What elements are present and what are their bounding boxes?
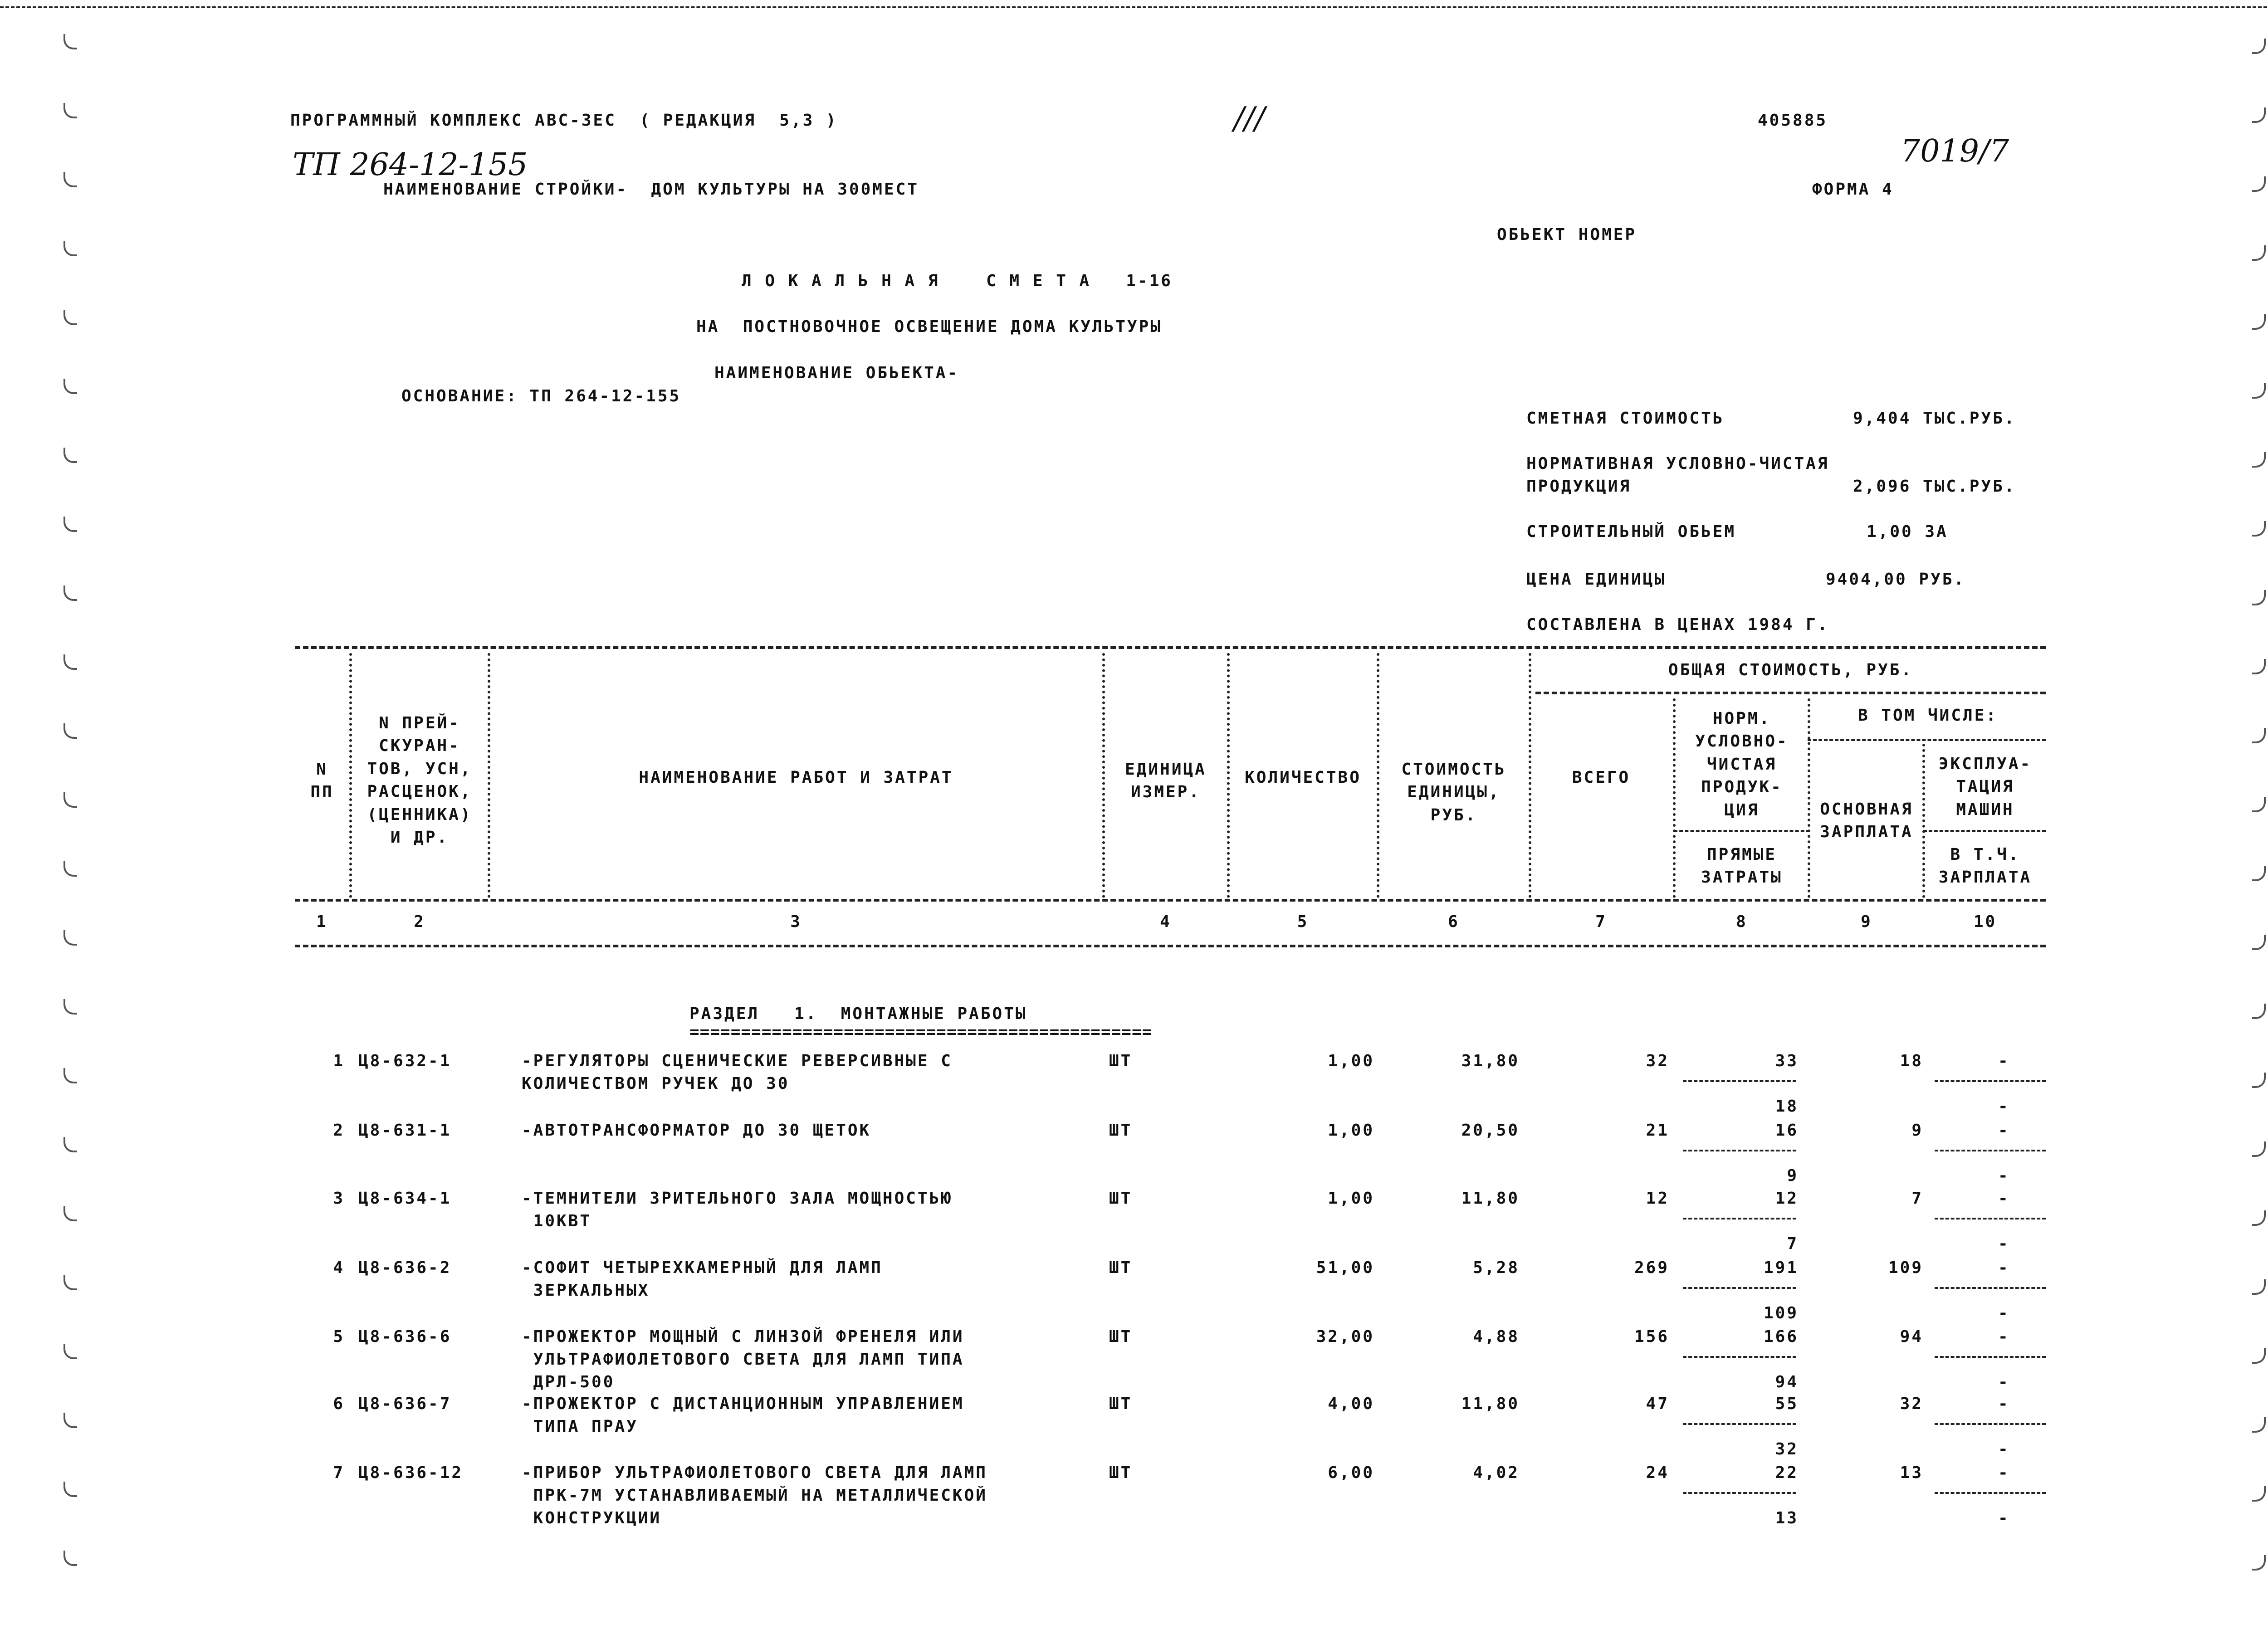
feed-hole — [64, 723, 77, 739]
row-unit: ШТ — [1109, 1258, 1133, 1277]
row-machines-line — [1935, 1356, 2046, 1358]
row-unit-price: 4,02 — [1473, 1463, 1520, 1482]
col10b-header: В Т.Ч. ЗАРПЛАТА — [1938, 845, 2032, 887]
row-number: 2 — [333, 1121, 345, 1140]
row-direct-costs: 109 — [1763, 1304, 1799, 1322]
row-norm-product: 33 — [1775, 1052, 1799, 1070]
feed-hole — [2252, 176, 2266, 192]
feed-hole — [64, 172, 77, 187]
row-norm-product: 12 — [1775, 1189, 1799, 1208]
row-machines-salary: - — [1998, 1509, 2010, 1527]
row-code: Ц8-636-6 — [358, 1327, 452, 1346]
row-number: 7 — [333, 1463, 345, 1482]
row-quantity: 1,00 — [1328, 1052, 1374, 1070]
row-machines: - — [1998, 1121, 2010, 1140]
row-base-salary: 13 — [1900, 1463, 1923, 1482]
row-direct-costs: 7 — [1787, 1234, 1799, 1253]
row-subtotal-line — [1683, 1423, 1796, 1425]
row-subtotal-line — [1683, 1492, 1796, 1494]
feed-hole — [64, 517, 77, 532]
feed-hole — [64, 1068, 77, 1083]
row-unit-price: 11,80 — [1461, 1395, 1520, 1413]
row-name-line: ТИПА ПРАУ — [522, 1417, 638, 1436]
feed-hole — [2252, 935, 2266, 950]
col8-divider — [1674, 830, 1810, 832]
row-number: 3 — [333, 1189, 345, 1208]
feed-hole — [64, 34, 77, 49]
row-machines-salary: - — [1998, 1373, 2010, 1391]
row-unit-price: 11,80 — [1461, 1189, 1520, 1208]
row-name-line: -ТЕМНИТЕЛИ ЗРИТЕЛЬНОГО ЗАЛА МОЩНОСТЬЮ — [522, 1189, 953, 1208]
basis: ОСНОВАНИЕ: ТП 264-12-155 — [401, 387, 681, 405]
feed-hole — [2252, 452, 2266, 468]
row-name-line: 10КВТ — [522, 1212, 592, 1230]
norm-label-1: НОРМАТИВНАЯ УСЛОВНО-ЧИСТАЯ — [1526, 454, 1829, 473]
feed-hole — [2252, 1279, 2266, 1295]
col4-header: ЕДИНИЦА ИЗМЕР. — [1125, 760, 1207, 802]
row-machines: - — [1998, 1189, 2010, 1208]
feed-hole — [64, 1206, 77, 1221]
feed-hole — [2252, 1210, 2266, 1226]
row-machines: - — [1998, 1258, 2010, 1277]
row-number: 6 — [333, 1395, 345, 1413]
row-machines: - — [1998, 1395, 2010, 1413]
row-base-salary: 94 — [1900, 1327, 1923, 1346]
row-subtotal-line — [1683, 1356, 1796, 1358]
colnum: 7 — [1595, 912, 1607, 931]
colnum: 6 — [1448, 912, 1460, 931]
unit-price-value: 9404,00 РУБ. — [1826, 570, 1966, 589]
header-bottom-border — [295, 899, 2046, 902]
row-unit-price: 4,88 — [1473, 1327, 1520, 1346]
feed-hole — [64, 241, 77, 256]
row-subtotal-line — [1683, 1218, 1796, 1219]
row-machines-salary: - — [1998, 1440, 2010, 1458]
row-total: 269 — [1634, 1258, 1669, 1277]
row-machines-salary: - — [1998, 1304, 2010, 1322]
feed-hole — [64, 1137, 77, 1152]
colnum: 9 — [1861, 912, 1872, 931]
row-base-salary: 32 — [1900, 1395, 1923, 1413]
section-underline: ============================================= — [689, 1023, 1153, 1041]
including-divider — [1808, 739, 2046, 741]
feed-hole — [64, 1275, 77, 1290]
row-unit: ШТ — [1109, 1052, 1133, 1070]
col10-divider — [1923, 830, 2046, 832]
row-subtotal-line — [1683, 1287, 1796, 1289]
row-norm-product: 22 — [1775, 1463, 1799, 1482]
row-name-line: -РЕГУЛЯТОРЫ СЦЕНИЧЕСКИЕ РЕВЕРСИВНЫЕ С — [522, 1052, 953, 1070]
feed-hole — [2252, 866, 2266, 881]
row-norm-product: 166 — [1763, 1327, 1799, 1346]
row-machines-salary: - — [1998, 1097, 2010, 1116]
total-cost-header: ОБЩАЯ СТОИМОСТЬ, РУБ. — [1668, 661, 1913, 679]
col10-header: ЭКСПЛУА- ТАЦИЯ МАШИН — [1938, 755, 2032, 819]
row-machines-line — [1935, 1150, 2046, 1151]
row-total: 12 — [1646, 1189, 1669, 1208]
row-quantity: 1,00 — [1328, 1189, 1374, 1208]
feed-hole — [2252, 590, 2266, 605]
row-machines-line — [1935, 1492, 2046, 1494]
row-total: 47 — [1646, 1395, 1669, 1413]
row-machines-line — [1935, 1287, 2046, 1289]
page-subtitle: НА ПОСТНОВОЧНОЕ ОСВЕЩЕНИЕ ДОМА КУЛЬТУРЫ — [696, 317, 1162, 336]
feed-hole — [2252, 314, 2266, 330]
row-direct-costs: 32 — [1775, 1440, 1799, 1458]
feed-hole — [2252, 659, 2266, 674]
row-direct-costs: 18 — [1775, 1097, 1799, 1116]
col3-header: НАИМЕНОВАНИЕ РАБОТ И ЗАТРАТ — [639, 768, 953, 787]
row-code: Ц8-631-1 — [358, 1121, 452, 1140]
feed-hole — [64, 103, 77, 118]
row-norm-product: 16 — [1775, 1121, 1799, 1140]
row-machines-line — [1935, 1080, 2046, 1082]
col7-header: ВСЕГО — [1572, 768, 1631, 787]
feed-hole — [2252, 39, 2266, 54]
row-base-salary: 9 — [1911, 1121, 1923, 1140]
row-name-line: -ПРОЖЕКТОР МОЩНЫЙ С ЛИНЗОЙ ФРЕНЕЛЯ ИЛИ — [522, 1327, 964, 1346]
prices-year: СОСТАВЛЕНА В ЦЕНАХ 1984 Г. — [1526, 615, 1829, 634]
top-edge-line — [0, 6, 2268, 8]
object-name: НАИМЕНОВАНИЕ ОБЬЕКТА- — [714, 364, 959, 382]
row-direct-costs: 94 — [1775, 1373, 1799, 1391]
feed-hole — [64, 379, 77, 394]
feed-hole — [64, 792, 77, 808]
total-cost-divider — [1535, 692, 2046, 694]
feed-hole — [2252, 1141, 2266, 1157]
row-base-salary: 18 — [1900, 1052, 1923, 1070]
feed-hole — [2252, 1555, 2266, 1571]
row-total: 24 — [1646, 1463, 1669, 1482]
row-subtotal-line — [1683, 1150, 1796, 1151]
including-header: В ТОМ ЧИСЛЕ: — [1857, 706, 1998, 725]
row-quantity: 6,00 — [1328, 1463, 1374, 1482]
row-name-line: КОЛИЧЕСТВОМ РУЧЕК ДО 30 — [522, 1074, 790, 1093]
feed-hole — [64, 654, 77, 670]
col5-header: КОЛИЧЕСТВО — [1245, 768, 1361, 787]
feed-hole — [64, 585, 77, 601]
feed-hole — [2252, 1486, 2266, 1502]
feed-hole — [2252, 383, 2266, 399]
row-total: 32 — [1646, 1052, 1669, 1070]
colnum: 4 — [1160, 912, 1172, 931]
feed-hole — [2252, 728, 2266, 743]
row-number: 5 — [333, 1327, 345, 1346]
row-machines-salary: - — [1998, 1166, 2010, 1185]
norm-value: 2,096 ТЫС.РУБ. — [1853, 477, 2016, 496]
feed-hole — [2252, 1004, 2266, 1019]
cost-label: СМЕТНАЯ СТОИМОСТЬ — [1526, 409, 1725, 428]
feed-hole — [2252, 797, 2266, 812]
row-code: Ц8-636-2 — [358, 1258, 452, 1277]
row-unit-price: 31,80 — [1461, 1052, 1520, 1070]
row-direct-costs: 13 — [1775, 1509, 1799, 1527]
col2-header: N ПРЕЙ- СКУРАН- ТОВ, УСН, РАСЦЕНОК, (ЦЕННИКА) И ДР. — [367, 714, 472, 847]
volume-label: СТРОИТЕЛЬНЫЙ ОБЬЕМ — [1526, 522, 1736, 541]
section-title: РАЗДЕЛ 1. МОНТАЖНЫЕ РАБОТЫ — [689, 1005, 1027, 1023]
col8-header: НОРМ. УСЛОВНО- ЧИСТАЯ ПРОДУК- ЦИЯ — [1695, 709, 1789, 819]
row-direct-costs: 9 — [1787, 1166, 1799, 1185]
row-quantity: 32,00 — [1316, 1327, 1374, 1346]
construction-name: НАИМЕНОВАНИЕ СТРОЙКИ- ДОМ КУЛЬТУРЫ НА 300МЕСТ — [383, 180, 919, 199]
row-quantity: 4,00 — [1328, 1395, 1374, 1413]
feed-hole — [64, 1551, 77, 1566]
form-label: ФОРМА 4 — [1812, 180, 1894, 199]
table-top-border — [295, 646, 2046, 649]
row-code: Ц8-634-1 — [358, 1189, 452, 1208]
program-label: ПРОГРАММНЫЙ КОМПЛЕКС АВС-ЗЕС ( РЕДАКЦИЯ 5,3 ) — [290, 111, 838, 130]
row-norm-product: 191 — [1763, 1258, 1799, 1277]
feed-hole — [64, 1413, 77, 1428]
colnum: 8 — [1736, 912, 1748, 931]
norm-label-2: ПРОДУКЦИЯ — [1526, 477, 1632, 496]
row-name-line: ДРЛ-500 — [522, 1373, 615, 1391]
row-machines-line — [1935, 1218, 2046, 1219]
colnum: 3 — [790, 912, 802, 931]
row-name-line: ПРК-7М УСТАНАВЛИВАЕМЫЙ НА МЕТАЛЛИЧЕСКОЙ — [522, 1486, 987, 1505]
row-quantity: 51,00 — [1316, 1258, 1374, 1277]
feed-hole — [2252, 245, 2266, 261]
row-total: 156 — [1634, 1327, 1669, 1346]
feed-hole — [64, 861, 77, 877]
feed-hole — [2252, 1417, 2266, 1433]
handwritten-mark: /// — [1234, 101, 1265, 137]
feed-hole — [64, 1344, 77, 1359]
row-total: 21 — [1646, 1121, 1669, 1140]
row-quantity: 1,00 — [1328, 1121, 1374, 1140]
feed-hole — [64, 310, 77, 325]
row-name-line: КОНСТРУКЦИИ — [522, 1509, 662, 1527]
row-name-line: -СОФИТ ЧЕТЫРЕХКАМЕРНЫЙ ДЛЯ ЛАМП — [522, 1258, 883, 1277]
numbers-bottom-border — [295, 945, 2046, 947]
handwritten-tp: ТП 264-12-155 — [293, 147, 528, 183]
row-unit: ШТ — [1109, 1327, 1133, 1346]
feed-hole — [64, 930, 77, 946]
unit-price-label: ЦЕНА ЕДИНИЦЫ — [1526, 570, 1667, 589]
row-name-line: -ПРИБОР УЛЬТРАФИОЛЕТОВОГО СВЕТА ДЛЯ ЛАМП — [522, 1463, 987, 1482]
col6-header: СТОИМОСТЬ ЕДИНИЦЫ, РУБ. — [1401, 760, 1506, 824]
row-number: 1 — [333, 1052, 345, 1070]
col-sep-7 — [1673, 698, 1676, 898]
colnum: 10 — [1973, 912, 1997, 931]
row-unit-price: 5,28 — [1473, 1258, 1520, 1277]
row-unit-price: 20,50 — [1461, 1121, 1520, 1140]
volume-value: 1,00 ЗА — [1867, 522, 1948, 541]
doc-number: 405885 — [1758, 111, 1828, 130]
row-machines: - — [1998, 1463, 2010, 1482]
handwritten-code: 7019/7 — [1901, 133, 2009, 169]
colnum: 5 — [1297, 912, 1309, 931]
feed-hole — [64, 1482, 77, 1497]
colnum: 1 — [316, 912, 328, 931]
row-name-line: -АВТОТРАНСФОРМАТОР ДО 30 ЩЕТОК — [522, 1121, 871, 1140]
row-number: 4 — [333, 1258, 345, 1277]
row-unit: ШТ — [1109, 1189, 1133, 1208]
row-norm-product: 55 — [1775, 1395, 1799, 1413]
row-name-line: ЗЕРКАЛЬНЫХ — [522, 1281, 650, 1300]
row-subtotal-line — [1683, 1080, 1796, 1082]
feed-hole — [2252, 1073, 2266, 1088]
feed-hole — [64, 448, 77, 463]
row-code: Ц8-636-7 — [358, 1395, 452, 1413]
row-unit: ШТ — [1109, 1121, 1133, 1140]
feed-hole — [2252, 521, 2266, 537]
row-unit: ШТ — [1109, 1463, 1133, 1482]
page-title: Л О К А Л Ь Н А Я С М Е Т А 1-16 — [742, 272, 1173, 290]
row-code: Ц8-636-12 — [358, 1463, 464, 1482]
colnum: 2 — [414, 912, 425, 931]
row-machines: - — [1998, 1327, 2010, 1346]
row-name-line: УЛЬТРАФИОЛЕТОВОГО СВЕТА ДЛЯ ЛАМП ТИПА — [522, 1350, 964, 1369]
feed-hole — [64, 999, 77, 1015]
row-name-line: -ПРОЖЕКТОР С ДИСТАНЦИОННЫМ УПРАВЛЕНИЕМ — [522, 1395, 964, 1413]
row-base-salary: 7 — [1911, 1189, 1923, 1208]
row-unit: ШТ — [1109, 1395, 1133, 1413]
feed-hole — [2252, 1348, 2266, 1364]
object-number: ОБЬЕКТ НОМЕР — [1497, 225, 1637, 244]
cost-value: 9,404 ТЫС.РУБ. — [1853, 409, 2016, 428]
col1-header: N ПП — [310, 760, 334, 802]
row-machines-salary: - — [1998, 1234, 2010, 1253]
feed-hole — [2252, 107, 2266, 123]
col8b-header: ПРЯМЫЕ ЗАТРАТЫ — [1701, 845, 1783, 887]
row-machines-line — [1935, 1423, 2046, 1425]
row-code: Ц8-632-1 — [358, 1052, 452, 1070]
row-machines: - — [1998, 1052, 2010, 1070]
row-base-salary: 109 — [1888, 1258, 1923, 1277]
col9-header: ОСНОВНАЯ ЗАРПЛАТА — [1820, 800, 1913, 842]
